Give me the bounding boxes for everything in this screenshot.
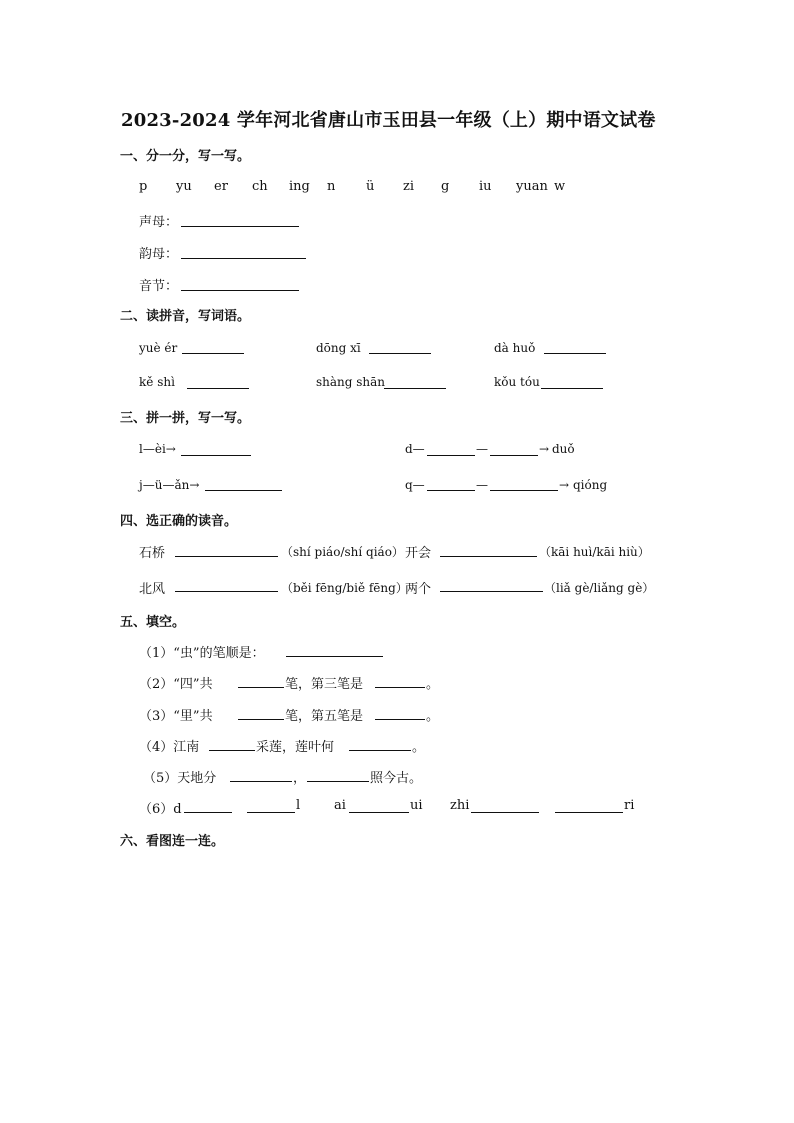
fill-answer-line[interactable] [247,812,295,813]
word-answer-line[interactable] [187,388,249,389]
spell-answer-line[interactable] [205,490,282,491]
pinyin-item: n [327,179,336,194]
page-title: 2023-2024 学年河北省唐山市玉田县一年级（上）期中语文试卷 [121,110,656,131]
section-1-heading: 一、分一分，写一写。 [120,149,251,164]
fill-question-6-ri: ri [624,798,635,813]
fill-question-4: （4）江南 [139,740,200,755]
reading-options: （kāi huì/kāi hiù） [539,545,650,559]
fill-answer-line[interactable] [375,687,425,688]
pinyin-item: ü [366,179,375,194]
finals-label: 韵母： [139,247,179,262]
fill-answer-line[interactable] [209,750,255,751]
pinyin-item: p [139,179,148,194]
spell-item-3: j—ü—ǎn→ [139,478,200,492]
fill-question-4-end: 。 [412,740,426,755]
word-answer-line[interactable] [369,353,431,354]
fill-answer-line[interactable] [471,812,539,813]
word-answer-line[interactable] [544,353,606,354]
section-6-heading: 六、看图连一连。 [120,834,225,849]
pinyin-word: shàng shān [316,375,386,389]
spell-answer-line[interactable] [427,490,475,491]
initials-label: 声母： [139,215,179,230]
finals-answer-line[interactable] [181,258,306,259]
fill-answer-line[interactable] [230,781,292,782]
fill-answer-line[interactable] [555,812,623,813]
spell-item-4-dash: — [476,478,488,492]
section-4-heading: 四、选正确的读音。 [120,514,238,529]
fill-question-6-zhi: zhi [450,798,470,813]
pinyin-item: yuan [516,179,548,194]
fill-question-6-ai: ai [334,798,346,813]
reading-word: 两个 [405,582,432,597]
fill-question-2: （2）“四”共 [139,677,213,692]
pinyin-item: er [214,179,228,194]
fill-question-5-mid: ， [293,771,307,786]
fill-question-3-mid: 笔，第五笔是 [285,709,364,724]
word-answer-line[interactable] [384,388,446,389]
pinyin-item: zi [403,179,415,194]
reading-answer-line[interactable] [175,591,278,592]
spell-item-2-start: d— [405,442,425,456]
fill-answer-line[interactable] [238,719,284,720]
fill-question-2-mid: 笔，第三笔是 [285,677,364,692]
section-2-heading: 二、读拼音，写词语。 [120,309,251,324]
pinyin-item: iu [479,179,492,194]
spell-item-1: l—èi→ [139,442,176,456]
reading-word: 开会 [405,546,432,561]
fill-question-5: （5）天地分 [143,771,217,786]
reading-answer-line[interactable] [440,556,537,557]
reading-word: 北风 [139,582,166,597]
reading-answer-line[interactable] [440,591,543,592]
reading-answer-line[interactable] [175,556,278,557]
spell-answer-line[interactable] [181,455,251,456]
fill-question-6-l: l [296,798,301,813]
fill-question-2-end: 。 [426,677,440,692]
reading-options: （běi fēng/biě fēng） [281,581,408,595]
fill-question-6-ui: ui [410,798,423,813]
arrow-icon: → [559,478,570,492]
fill-question-3: （3）“里”共 [139,709,213,724]
fill-answer-line[interactable] [375,719,425,720]
pinyin-item: yu [176,179,192,194]
spell-answer-line[interactable] [490,490,558,491]
section-3-heading: 三、拼一拼，写一写。 [120,411,251,426]
fill-question-1: （1）“虫”的笔顺是： [139,646,265,661]
pinyin-item: w [554,179,566,194]
spell-item-4-start: q— [405,478,425,492]
spell-item-2-dash: — [476,442,488,456]
fill-answer-line[interactable] [238,687,284,688]
reading-options: （shí piáo/shí qiáo） [281,545,404,559]
spell-item-2-result: duǒ [552,442,575,456]
fill-question-6: （6）d [139,802,182,817]
initials-answer-line[interactable] [181,226,299,227]
pinyin-word: kě shì [139,375,175,389]
fill-answer-line[interactable] [286,656,383,657]
fill-answer-line[interactable] [349,812,409,813]
section-5-heading: 五、填空。 [120,615,186,630]
spell-answer-line[interactable] [490,455,538,456]
pinyin-word: kǒu tóu [494,375,540,389]
pinyin-word: dà huǒ [494,341,536,355]
reading-options: （liǎ gè/liǎng gè） [544,581,655,595]
reading-word: 石桥 [139,546,166,561]
fill-answer-line[interactable] [349,750,411,751]
fill-question-3-end: 。 [426,709,440,724]
pinyin-item: ing [289,179,310,194]
pinyin-word: yuè ér [139,341,178,355]
syllables-label: 音节： [139,279,179,294]
pinyin-item: ch [252,179,268,194]
spell-answer-line[interactable] [427,455,475,456]
fill-answer-line[interactable] [184,812,232,813]
arrow-icon: → [539,442,550,456]
word-answer-line[interactable] [541,388,603,389]
fill-question-5-end: 照今古。 [370,771,423,786]
pinyin-word: dōng xī [316,341,361,355]
pinyin-item: g [441,179,450,194]
syllables-answer-line[interactable] [181,290,299,291]
spell-item-4-result: qióng [573,478,608,492]
fill-answer-line[interactable] [307,781,369,782]
fill-question-4-mid: 采莲，莲叶何 [256,740,335,755]
word-answer-line[interactable] [182,353,244,354]
